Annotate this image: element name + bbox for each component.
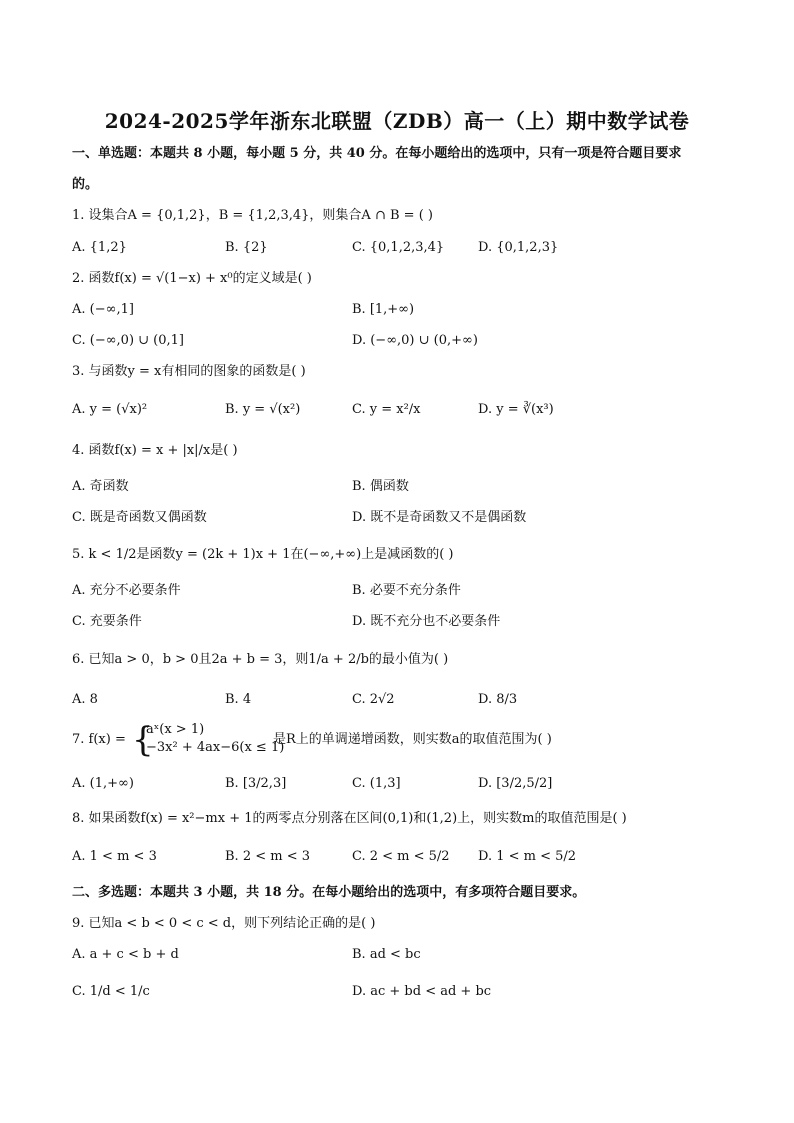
q6-option-c: C. 2√2 bbox=[352, 692, 395, 707]
q4-option-a: A. 奇函数 bbox=[72, 479, 129, 494]
section-1-heading-cont: 的。 bbox=[72, 177, 99, 192]
q3-option-b: B. y = √(x²) bbox=[225, 402, 301, 417]
q7-option-a: A. (1,+∞) bbox=[72, 776, 134, 791]
q1-option-a: A. {1,2} bbox=[72, 240, 127, 255]
q2-option-c: C. (−∞,0) ∪ (0,1] bbox=[72, 333, 184, 348]
section-2-heading: 二、多选题：本题共 3 小题，共 18 分。在每小题给出的选项中，有多项符合题目要求。 bbox=[72, 885, 586, 900]
q3-option-a: A. y = (√x)² bbox=[72, 402, 148, 417]
q4-option-c: C. 既是奇函数又偶函数 bbox=[72, 510, 207, 525]
q6-option-d: D. 8/3 bbox=[478, 692, 518, 707]
q5-option-b: B. 必要不充分条件 bbox=[352, 583, 461, 598]
q1-option-b: B. {2} bbox=[225, 240, 268, 255]
q9-option-b: B. ad < bc bbox=[352, 947, 421, 962]
q5-option-c: C. 充要条件 bbox=[72, 614, 142, 629]
question-5: 5. k < 1/2是函数y = (2k + 1)x + 1在(−∞,+∞)上是减函数的( ) bbox=[72, 547, 454, 562]
q7-option-c: C. (1,3] bbox=[352, 776, 401, 791]
question-7-prefix: 7. f(x) = bbox=[72, 732, 126, 747]
q8-option-a: A. 1 < m < 3 bbox=[72, 849, 157, 864]
section-1-heading: 一、单选题：本题共 8 小题，每小题 5 分，共 40 分。在每小题给出的选项中，只有一项是符合题目要求 bbox=[72, 146, 682, 161]
q4-option-d: D. 既不是奇函数又不是偶函数 bbox=[352, 510, 527, 525]
question-4: 4. 函数f(x) = x + |x|/x是( ) bbox=[72, 443, 238, 458]
question-2: 2. 函数f(x) = √(1−x) + x⁰的定义域是( ) bbox=[72, 271, 312, 286]
q6-option-b: B. 4 bbox=[225, 692, 252, 707]
question-1: 1. 设集合A = {0,1,2}，B = {1,2,3,4}，则集合A ∩ B = ( ) bbox=[72, 208, 433, 223]
question-7-suffix: 是R上的单调递增函数，则实数a的取值范围为( ) bbox=[273, 732, 552, 747]
q7-case-1: aˣ(x > 1) bbox=[146, 722, 205, 737]
piecewise-brace: { bbox=[132, 720, 154, 760]
q5-option-d: D. 既不充分也不必要条件 bbox=[352, 614, 501, 629]
q3-option-c: C. y = x²/x bbox=[352, 402, 421, 417]
q7-case-2: −3x² + 4ax−6(x ≤ 1) bbox=[146, 740, 285, 755]
question-9: 9. 已知a < b < 0 < c < d，则下列结论正确的是( ) bbox=[72, 916, 376, 931]
q2-option-b: B. [1,+∞) bbox=[352, 302, 415, 317]
q8-option-c: C. 2 < m < 5/2 bbox=[352, 849, 450, 864]
q2-option-a: A. (−∞,1] bbox=[72, 302, 134, 317]
page-title: 2024-2025学年浙东北联盟（ZDB）高一（上）期中数学试卷 bbox=[104, 109, 690, 133]
q7-option-b: B. [3/2,3] bbox=[225, 776, 287, 791]
q9-option-d: D. ac + bd < ad + bc bbox=[352, 984, 492, 999]
q9-option-a: A. a + c < b + d bbox=[72, 947, 179, 962]
q2-option-d: D. (−∞,0) ∪ (0,+∞) bbox=[352, 333, 478, 348]
q3-option-d: D. y = ∛(x³) bbox=[478, 402, 554, 417]
q1-option-d: D. {0,1,2,3} bbox=[478, 240, 559, 255]
q6-option-a: A. 8 bbox=[72, 692, 98, 707]
question-8: 8. 如果函数f(x) = x²−mx + 1的两零点分别落在区间(0,1)和(1,2)上，则实数m的取值范围是( ) bbox=[72, 811, 627, 826]
question-6: 6. 已知a > 0，b > 0且2a + b = 3，则1/a + 2/b的最小值为( ) bbox=[72, 652, 449, 667]
q5-option-a: A. 充分不必要条件 bbox=[72, 583, 181, 598]
q8-option-d: D. 1 < m < 5/2 bbox=[478, 849, 577, 864]
q8-option-b: B. 2 < m < 3 bbox=[225, 849, 311, 864]
q4-option-b: B. 偶函数 bbox=[352, 479, 409, 494]
question-3: 3. 与函数y = x有相同的图象的函数是( ) bbox=[72, 364, 306, 379]
q7-option-d: D. [3/2,5/2] bbox=[478, 776, 553, 791]
q1-option-c: C. {0,1,2,3,4} bbox=[352, 240, 445, 255]
q9-option-c: C. 1/d < 1/c bbox=[72, 984, 150, 999]
